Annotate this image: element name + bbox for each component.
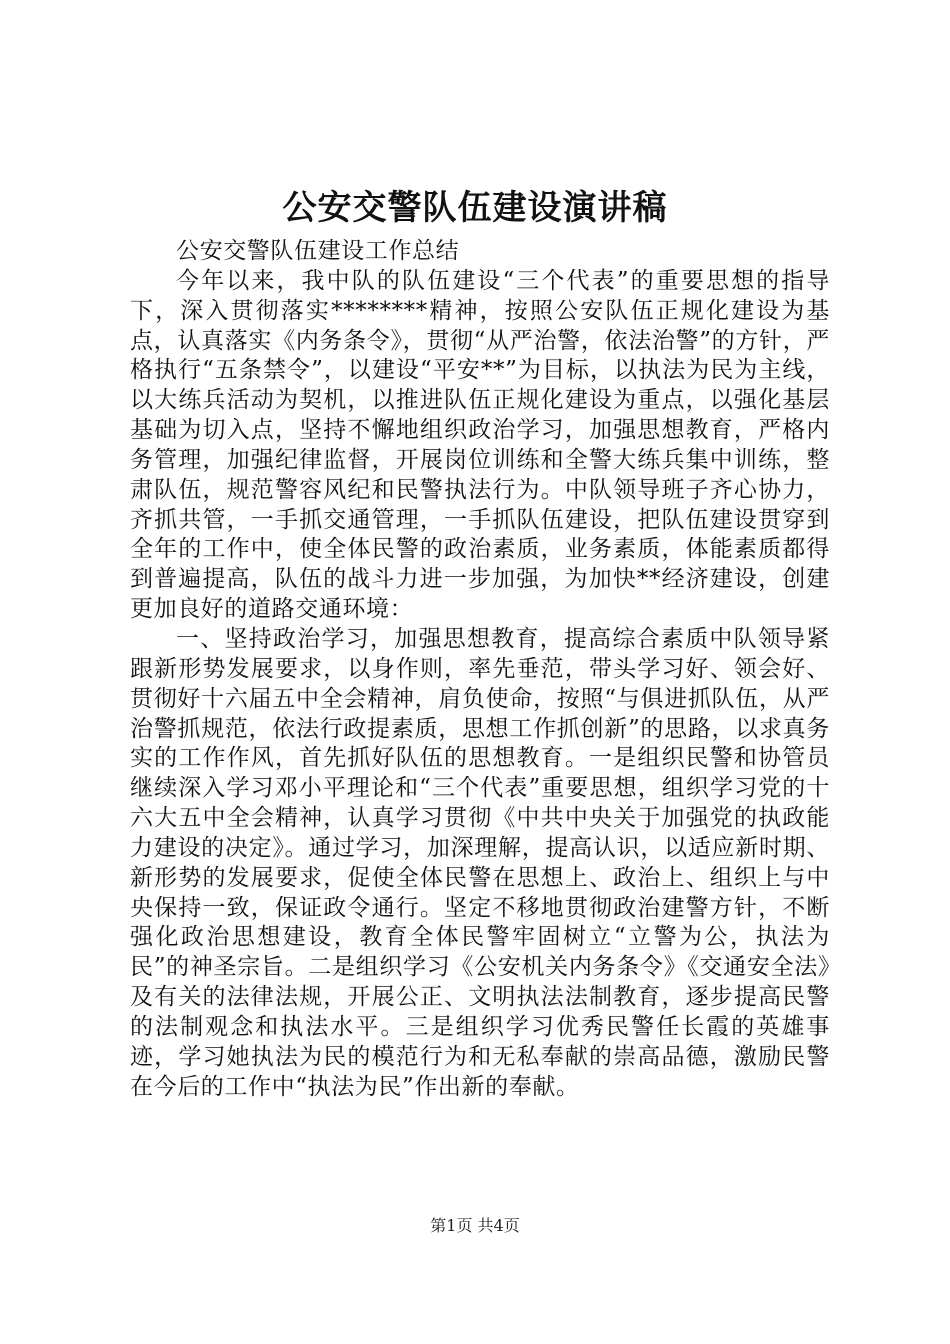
document-title: 公安交警队伍建设演讲稿 [282,188,668,228]
intro-paragraph: 今年以来，我中队的队伍建设“三个代表”的重要思想的指导下，深入贯彻落实********精神，按照公安队伍正规化建设为基点，认真落实《内务条令》，贯彻“从严治警，依法治警”的方针，严格执行“五条禁令”，以建设“平安**”为目标，以执法为民为主线，以大练兵活动为契机，以推进队伍正规化建设为重点，以强化基层基础为切入点，坚持不懈地组织政治学习，加强思想教育，严格内务管理，加强纪律监督，开展岗位训练和全警大练兵集中训练，整肃队伍，规范警容风纪和民警执法行为。中队领导班子齐心协力，齐抓共管，一手抓交通管理，一手抓队伍建设，把队伍建设贯穿到全年的工作中，使全体民警的政治素质，业务素质，体能素质都得到普遍提高，队伍的战斗力进一步加强，为加快**经济建设，创建更加良好的道路交通环境： [130,267,830,623]
document-body [130,237,830,1102]
section-one-paragraph: 一、坚持政治学习，加强思想教育，提高综合素质中队领导紧跟新形势发展要求，以身作则，率先垂范，带头学习好、领会好、贯彻好十六届五中全会精神，肩负使命，按照“与俱进抓队伍，从严治警抓规范，依法行政提素质，思想工作抓创新”的思路，以求真务实的工作作风，首先抓好队伍的思想教育。一是组织民警和协管员继续深入学习邓小平理论和“三个代表”重要思想，组织学习党的十六大五中全会精神，认真学习贯彻《中共中央关于加强党的执政能力建设的决定》。通过学习，加深理解，提高认识，以适应新时期、新形势的发展要求，促使全体民警在思想上、政治上、组织上与中央保持一致，保证政令通行。坚定不移地贯彻政治建警方针，不断强化政治思想建设，教育全体民警牢固树立“立警为公，执法为民”的神圣宗旨。二是组织学习《公安机关内务条令》《交通安全法》及有关的法律法规，开展公正、文明执法法制教育，逐步提高民警的法制观念和执法水平。三是组织学习优秀民警任长霞的英雄事迹，学习她执法为民的模范行为和无私奉献的崇高品德，激励民警在今后的工作中“执法为民”作出新的奉献。 [130,625,830,1100]
subtitle-paragraph: 公安交警队伍建设工作总结 [176,238,460,264]
page-number-footer: 第1页 共4页 [430,1216,520,1235]
